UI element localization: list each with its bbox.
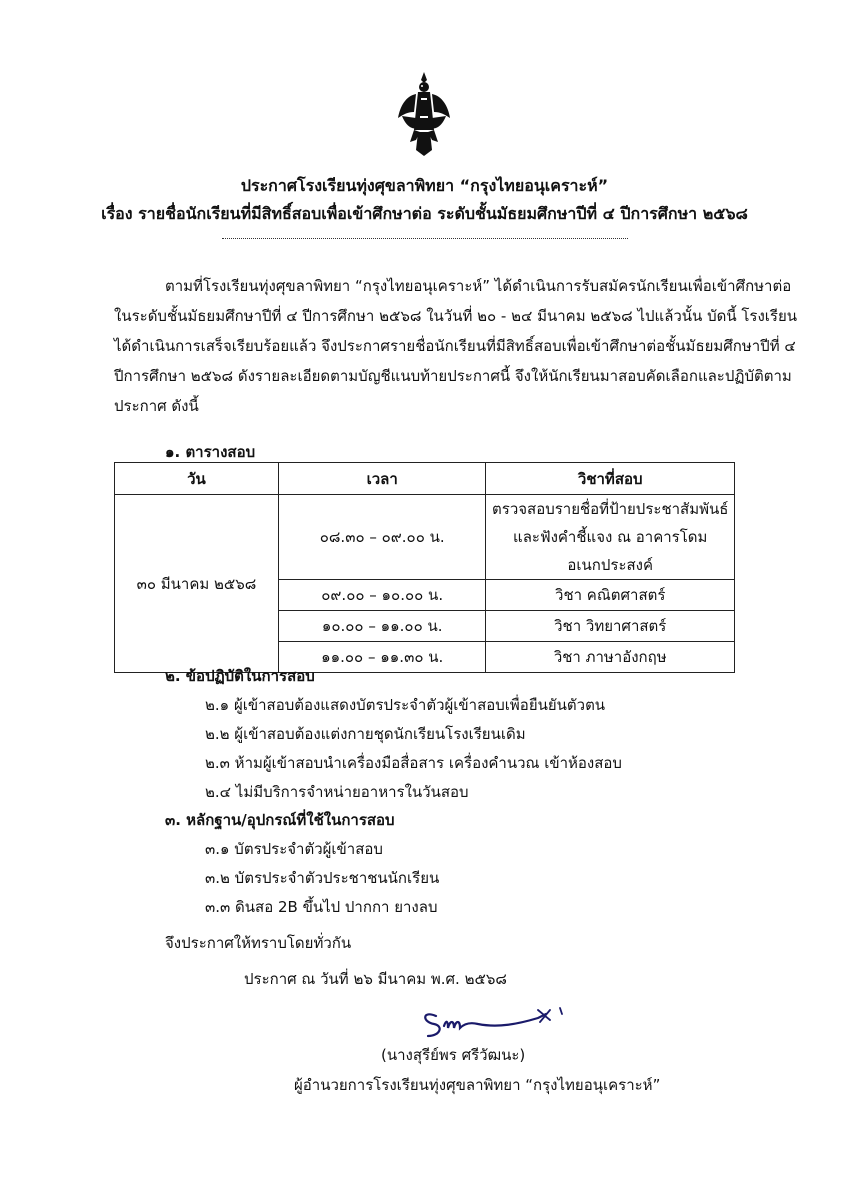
subject-cell: วิชา วิทยาศาสตร์ [486, 611, 735, 642]
subject-line: และฟังคำชี้แจง ณ อาคารโดมอเนกประสงค์ [513, 528, 708, 574]
time-cell: ๑๐.๐๐ – ๑๑.๐๐ น. [278, 611, 486, 642]
announcement-subject: เรื่อง รายชื่อนักเรียนที่มีสิทธิ์สอบเพื่อเข้าศึกษาต่อ ระดับชั้นมัธยมศึกษาปีที่ ๔ ปีการศึกษา ๒๕๖๘ [101, 204, 748, 223]
intro-line-3: ได้ดำเนินการเสร็จเรียบร้อยแล้ว จึงประกาศรายชื่อนักเรียนที่มีสิทธิ์สอบเพื่อเข้าศึกษาต่อชั้นมัธยมศึกษาปีที่ ๔ [114, 337, 796, 355]
equipment-item: ๓.๓ ดินสอ 2B ขึ้นไป ปากกา ยางลบ [205, 898, 438, 916]
section-3-heading: ๓. หลักฐาน/อุปกรณ์ที่ใช้ในการสอบ [165, 811, 395, 829]
intro-line-4: ปีการศึกษา ๒๕๖๘ ดังรายละเอียดตามบัญชีแนบท้ายประกาศนี้ จึงให้นักเรียนมาสอบคัดเลือกและปฏิบัติตาม [114, 367, 792, 385]
time-cell: ๐๘.๓๐ – ๐๙.๐๐ น. [278, 495, 486, 580]
section-2-heading: ๒. ข้อปฏิบัติในการสอบ [165, 667, 315, 685]
rule-item: ๒.๑ ผู้เข้าสอบต้องแสดงบัตรประจำตัวผู้เข้าสอบเพื่อยืนยันตัวตน [205, 696, 606, 714]
exam-schedule-table [114, 462, 735, 673]
announcement-date: ประกาศ ณ วันที่ ๒๖ มีนาคม พ.ศ. ๒๕๖๘ [244, 970, 507, 988]
closing-announcement: จึงประกาศให้ทราบโดยทั่วกัน [165, 934, 352, 952]
subject-line: ตรวจสอบรายชื่อที่ป้ายประชาสัมพันธ์ [492, 500, 729, 518]
subject-cell: วิชา ภาษาอังกฤษ [486, 642, 735, 673]
intro-line-2: ในระดับชั้นมัธยมศึกษาปีที่ ๔ ปีการศึกษา ๒๕๖๘ ในวันที่ ๒๐ - ๒๔ มีนาคม ๒๕๖๘ ไปแล้วนั้น บัดนี้ โรงเรียน [114, 307, 798, 325]
column-header-subject: วิชาที่สอบ [486, 463, 735, 495]
subject-cell [486, 495, 735, 580]
time-cell: ๐๙.๐๐ – ๑๐.๐๐ น. [278, 580, 486, 611]
table-row [115, 495, 735, 580]
time-cell: ๑๑.๐๐ – ๑๑.๓๐ น. [278, 642, 486, 673]
section-1-heading: ๑. ตารางสอบ [165, 443, 256, 461]
dotted-divider [222, 238, 628, 239]
intro-line-5: ประกาศ ดังนี้ [114, 397, 199, 415]
column-header-time: เวลา [278, 463, 486, 495]
subject-cell: วิชา คณิตศาสตร์ [486, 580, 735, 611]
column-header-day: วัน [115, 463, 279, 495]
equipment-item: ๓.๑ บัตรประจำตัวผู้เข้าสอบ [205, 840, 383, 858]
intro-line-1: ตามที่โรงเรียนทุ่งศุขลาพิทยา “กรุงไทยอนุเคราะห์” ได้ดำเนินการรับสมัครนักเรียนเพื่อเข้าศึกษาต่อ [165, 277, 792, 295]
signatory-name: (นางสุรีย์พร ศรีวัฒนะ) [381, 1046, 526, 1064]
table-header-row [115, 463, 735, 495]
signatory-position: ผู้อำนวยการโรงเรียนทุ่งศุขลาพิทยา “กรุงไทยอนุเคราะห์” [294, 1076, 661, 1094]
equipment-item: ๓.๒ บัตรประจำตัวประชาชนนักเรียน [205, 869, 440, 887]
rule-item: ๒.๒ ผู้เข้าสอบต้องแต่งกายชุดนักเรียนโรงเรียนเดิม [205, 725, 526, 743]
exam-date-cell: ๓๐ มีนาคม ๒๕๖๘ [115, 495, 279, 673]
rule-item: ๒.๔ ไม่มีบริการจำหน่ายอาหารในวันสอบ [205, 783, 469, 801]
rule-item: ๒.๓ ห้ามผู้เข้าสอบนำเครื่องมือสื่อสาร เครื่องคำนวณ เข้าห้องสอบ [205, 754, 622, 772]
garuda-emblem [396, 70, 452, 156]
announcement-title: ประกาศโรงเรียนทุ่งศุขลาพิทยา “กรุงไทยอนุเคราะห์” [240, 176, 609, 195]
